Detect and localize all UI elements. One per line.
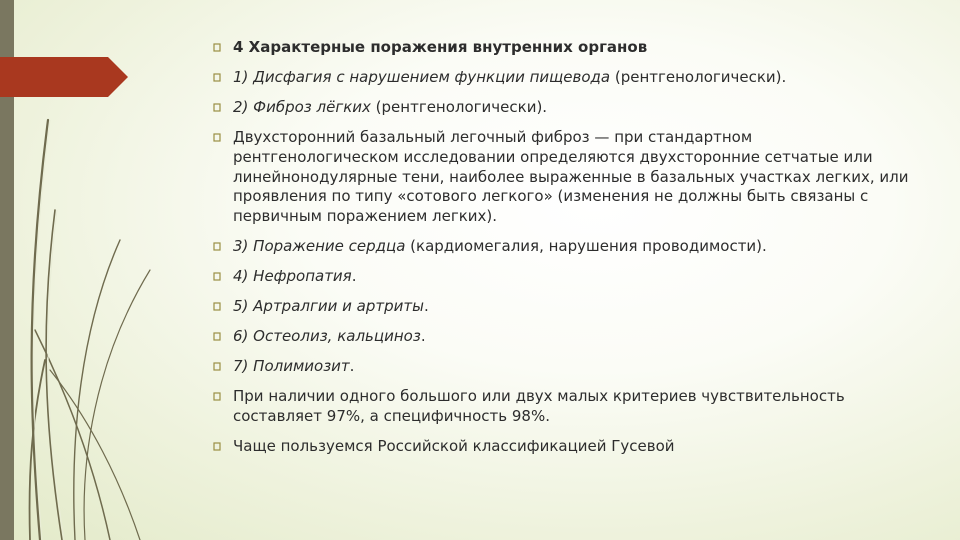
bullet-icon: [213, 327, 233, 346]
list-item: [213, 98, 913, 118]
bullet-icon: [213, 437, 233, 456]
list-item-text: (кардиомегалия, нарушения проводимости).: [405, 237, 767, 256]
bullet-list: [213, 38, 913, 467]
list-item-italic: 2) Фиброз лёгких: [233, 97, 371, 116]
list-item-heading: [213, 38, 913, 58]
list-item-text: При наличии одного большого или двух малых критериев чувствительность составляет 97%, а специфичность 98%.: [233, 387, 845, 425]
list-item: [213, 128, 913, 227]
list-item: [213, 68, 913, 88]
bullet-icon: [213, 267, 233, 286]
list-item: [213, 387, 913, 427]
list-item-italic: 3) Поражение сердца: [233, 237, 406, 256]
list-item-text: Чаще пользуемся Российской классификацией Гусевой: [233, 436, 675, 455]
list-item-italic: 1) Дисфагия с нарушением функции пищевода: [233, 67, 611, 86]
red-accent-tab: [0, 57, 128, 97]
list-item-text: (рентгенологически).: [610, 67, 787, 86]
bullet-icon: [213, 237, 233, 256]
bullet-icon: [213, 297, 233, 316]
list-item-italic: 7) Полимиозит: [233, 357, 350, 376]
bullet-icon: [213, 68, 233, 87]
list-item-text: .: [420, 327, 426, 346]
list-item-text: .: [349, 357, 355, 376]
list-item: [213, 437, 913, 457]
list-item: [213, 357, 913, 377]
list-item-text: (рентгенологически).: [370, 97, 548, 116]
list-item: [213, 297, 913, 317]
list-item-text: Двухсторонний базальный легочный фиброз — при стандартном рентгенологическом исследовании определяются двухсторонние сетчатые или линейнонодулярные тени, наиболее выраженные в базальных участках легких, или проявления по типу «сотового легкого» (изменения не должны быть связаны с первичным поражением легких).: [233, 127, 909, 226]
list-item-text: .: [351, 267, 357, 286]
list-item: [213, 237, 913, 257]
bullet-icon: [213, 98, 233, 117]
bullet-icon: [213, 387, 233, 406]
list-item-text: 4 Характерные поражения внутренних органов: [233, 38, 648, 56]
list-item-italic: 5) Артралгии и артриты: [233, 297, 424, 316]
list-item: [213, 327, 913, 347]
bullet-icon: [213, 38, 233, 57]
list-item: [213, 267, 913, 287]
list-item-text: .: [423, 297, 429, 316]
list-item-italic: 6) Остеолиз, кальциноз: [233, 327, 421, 346]
bullet-icon: [213, 357, 233, 376]
list-item-italic: 4) Нефропатия: [233, 267, 352, 286]
bullet-icon: [213, 128, 233, 147]
